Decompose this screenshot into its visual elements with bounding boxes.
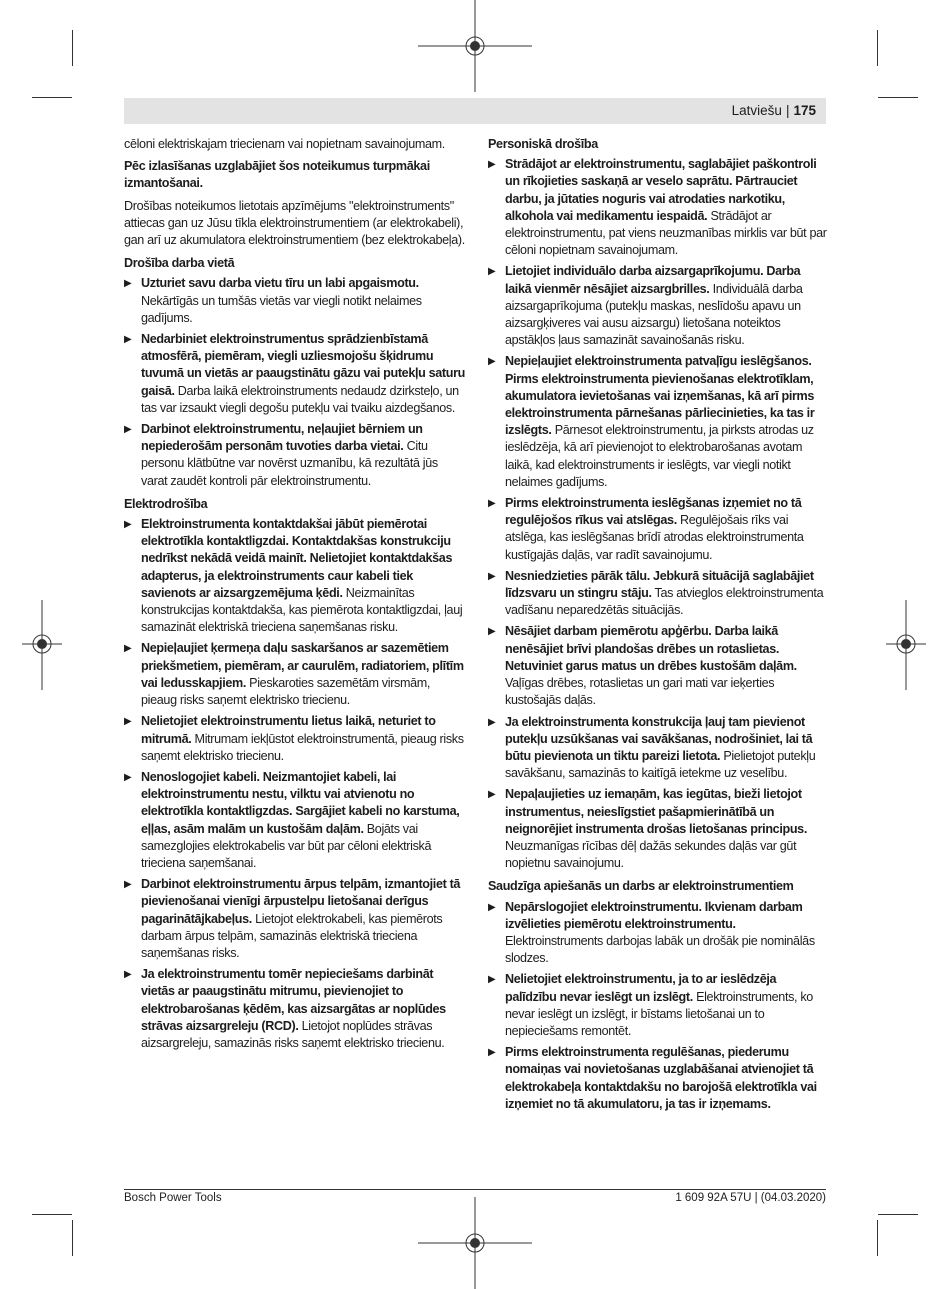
registration-mark-icon xyxy=(886,600,926,690)
section-workplace-list xyxy=(124,275,466,489)
registration-mark-icon xyxy=(418,0,532,92)
item-bold-text: Nepieļaujiet ķermeņa daļu saskaršanos ar sazemētiem priekšmetiem, piemēram, ar caurulēm, radiatoriem, plītīm vai ledusskapjiem. xyxy=(141,641,464,690)
list-item xyxy=(488,495,828,564)
list-item xyxy=(124,516,466,636)
left-column xyxy=(124,136,466,1056)
item-text: Lietojot noplūdes strāvas aizsargreleju, samazinās risks saņemt elektrisko triecienu. xyxy=(141,1018,445,1050)
item-text: Elektroinstruments darbojas labāk un drošāk pie nominālās slodzes. xyxy=(505,933,815,966)
item-text: Nekārtīgās un tumšās vietās var viegli notikt nelaimes gadījums. xyxy=(141,293,422,325)
list-item xyxy=(488,156,828,259)
page-header: Latviešu | 175 xyxy=(731,103,816,118)
item-text: Tas atvieglos elektroinstrumenta vadīšanu neparedzētās situācijās. xyxy=(505,586,824,618)
bullet-triangle-icon: ▶ xyxy=(124,334,132,346)
item-text: Pielietojot putekļu savākšanu, samazinās to kaitīgā ietekme uz veselību. xyxy=(505,748,816,781)
item-bold-text: Ja elektroinstrumentu tomēr nepieciešams darbināt vietās ar paaugstinātu mitrumu, pievienojiet to elektrobarošanas ķēdēm, kas aizsargātas ar noplūdes strāvas aizsargreleju (RCD). xyxy=(141,967,446,1033)
intro-text: cēloni elektriskajam triecienam vai nopietnam savainojumam. xyxy=(124,137,445,151)
bullet-triangle-icon: ▶ xyxy=(488,356,496,368)
list-item xyxy=(124,331,466,417)
footer-doc-number: 1 609 92A 57U | (04.03.2020) xyxy=(675,1192,826,1204)
crop-mark xyxy=(32,1214,72,1215)
header-language: Latviešu xyxy=(731,103,782,118)
list-item xyxy=(124,640,466,709)
crop-mark xyxy=(877,30,878,66)
bullet-triangle-icon: ▶ xyxy=(124,519,132,531)
item-text: Neuzmanīgas rīcības dēļ dažās sekundes daļās var gūt nopietnu savainojumu. xyxy=(505,838,797,871)
item-text: Darba laikā elektroinstruments nedaudz dzirksteļo, un tas var izsaukt viegli degošu putekļu vai tvaiku aizdegšanos. xyxy=(141,383,459,415)
bullet-triangle-icon: ▶ xyxy=(488,901,496,913)
item-text: Pieskaroties sazemētām virsmām, pieaug risks saņemt elektrisko triecienu. xyxy=(141,675,431,708)
crop-mark xyxy=(878,1214,918,1215)
list-item xyxy=(488,568,828,620)
right-column xyxy=(488,136,828,1117)
bullet-triangle-icon: ▶ xyxy=(488,498,496,510)
bullet-triangle-icon: ▶ xyxy=(124,278,132,290)
list-item xyxy=(124,966,466,1052)
list-item xyxy=(488,623,828,709)
item-text: Lietojot elektrokabeli, kas piemērots darbam ārpus telpām, samazinās elektriskā trieciena saņemšanas risks. xyxy=(141,911,443,960)
footer-brand: Bosch Power Tools xyxy=(124,1192,222,1204)
bullet-triangle-icon: ▶ xyxy=(488,716,496,728)
intro-bold-text: Pēc izlasīšanas uzglabājiet šos noteikumus turpmākai izmantošanai. xyxy=(124,159,430,191)
section-electrical-list xyxy=(124,516,466,1052)
section-title-personal: Personiskā drošība xyxy=(488,137,598,151)
list-item xyxy=(124,421,466,490)
item-bold-text: Nēsājiet darbam piemērotu apģērbu. Darba laikā nenēsājiet brīvi plandošas drēbes un rotaslietas. Netuviniet garus matus un drēbes kustošām daļām. xyxy=(505,624,797,673)
item-text: Bojāts vai samezglojies elektrokabelis var būt par cēloni elektriskā trieciena saņemšanai. xyxy=(141,821,432,870)
crop-mark xyxy=(877,1220,878,1256)
bullet-triangle-icon: ▶ xyxy=(124,716,132,728)
crop-mark xyxy=(72,1220,73,1256)
bullet-triangle-icon: ▶ xyxy=(488,570,496,582)
bullet-triangle-icon: ▶ xyxy=(488,974,496,986)
bullet-triangle-icon: ▶ xyxy=(124,771,132,783)
item-text: Citu personu klātbūtne var novērst uzmanību, kā rezultātā jūs varat zaudēt kontroli pār elektroinstrumentu. xyxy=(141,439,438,488)
item-text: Regulējošais rīks vai atslēga, kas ieslēgšanas brīdī atrodas elektroinstrumenta kustīgajās daļās, var radīt savainojumu. xyxy=(505,513,804,562)
footer-divider xyxy=(124,1189,826,1190)
section-personal-list xyxy=(488,156,828,872)
registration-mark-icon xyxy=(418,1197,532,1289)
crop-mark xyxy=(878,97,918,98)
section-title-electrical: Elektrodrošība xyxy=(124,496,208,511)
bullet-triangle-icon: ▶ xyxy=(124,424,132,436)
list-item xyxy=(124,769,466,872)
item-bold-text: Nepārslogojiet elektroinstrumentu. Ikvienam darbam izvēlieties piemērotu elektroinstrumentu. xyxy=(505,899,803,931)
item-bold-text: Darbinot elektroinstrumentu ārpus telpām, izmantojiet tā pievienošanai vienīgi ārpustelpu lietošanai derīgus pagarinātājkabeļus. xyxy=(141,877,461,926)
item-bold-text: Pirms elektroinstrumenta regulēšanas, piederumu nomaiņas vai novietošanas uzglabāšanai atvienojiet tā elektrokabeļa kontaktdakšu no barojošā elektrotīkla vai izņemiet no tā akumulatoru, ja tas ir izņemams. xyxy=(505,1045,817,1111)
item-text: Neizmainītas konstrukcijas kontaktdakša, kas piemērota kontaktligzdai, ļauj samazināt elektriskā trieciena saņemšanas risku. xyxy=(141,585,463,635)
bullet-triangle-icon: ▶ xyxy=(124,969,132,981)
bullet-triangle-icon: ▶ xyxy=(488,159,496,171)
list-item xyxy=(488,714,828,783)
item-text: Mitrumam iekļūstot elektroinstrumentā, pieaug risks saņemt elektrisko triecienu. xyxy=(141,731,464,763)
bullet-triangle-icon: ▶ xyxy=(124,643,132,655)
item-bold-text: Nedarbiniet elektroinstrumentus sprādzienbīstamā atmosfērā, piemēram, viegli uzliesmojošu šķidrumu tuvumā un vietās ar paaugstinātu gāzu vai putekļu saturu gaisā. xyxy=(141,332,466,398)
item-text: Elektroinstruments, ko nevar ieslēgt un izslēgt, ir bīstams lietošanai un to nepieciešams remontēt. xyxy=(505,989,813,1038)
item-bold-text: Darbinot elektroinstrumentu, neļaujiet bērniem un nepiederošām personām tuvoties darba vietai. xyxy=(141,422,423,454)
page-header-bar xyxy=(124,98,826,124)
list-item xyxy=(124,876,466,962)
section-title-workplace: Drošība darba vietā xyxy=(124,256,235,271)
section-title-tool-use: Saudzīga apiešanās un darbs ar elektroinstrumentiem xyxy=(488,879,794,894)
bullet-triangle-icon: ▶ xyxy=(488,626,496,638)
item-bold-text: Nelietojiet elektroinstrumentu lietus laikā, neturiet to mitrumā. xyxy=(141,714,436,746)
bullet-triangle-icon: ▶ xyxy=(488,1047,496,1059)
section-tool-use-list xyxy=(488,899,828,1113)
item-bold-text: Strādājot ar elektroinstrumentu, saglabājiet paškontroli un rīkojieties saskaņā ar veselo saprātu. Pārtrauciet darbu, ja jūtaties noguris vai atrodaties narkotiku, alkohola vai medikamentu iespaidā. xyxy=(505,157,817,223)
item-bold-text: Uzturiet savu darba vietu tīru un labi apgaismotu. xyxy=(141,276,419,291)
item-bold-text: Nelietojiet elektroinstrumentu, ja to ar ieslēdzēja palīdzību nevar ieslēgt un izslēgt. xyxy=(505,972,777,1004)
bullet-triangle-icon: ▶ xyxy=(124,879,132,891)
list-item xyxy=(124,275,466,327)
page-number: 175 xyxy=(793,103,816,118)
crop-mark xyxy=(72,30,73,66)
item-bold-text: Lietojiet individuālo darba aizsargaprīkojumu. Darba laikā vienmēr nēsājiet aizsargbrilles. xyxy=(505,264,801,296)
intro-definition-text: Drošības noteikumos lietotais apzīmējums "elektroinstruments" attiecas gan uz Jūsu tīkla elektroinstrumentiem (ar elektrokabeli), gan arī uz akumulatora elektroinstrumentiem (bez elektrokabeļa). xyxy=(124,198,465,248)
item-bold-text: Nepaļaujieties uz iemaņām, kas iegūtas, bieži lietojot instrumentus, neieslīgstiet pašapmierinātībā un neignorējiet instrumenta drošas lietošanas principus. xyxy=(505,787,807,836)
bullet-triangle-icon: ▶ xyxy=(488,789,496,801)
item-bold-text: Nepieļaujiet elektroinstrumenta patvaļīgu ieslēgšanos. Pirms elektroinstrumenta pievienošanas elektrotīklam, akumulatora ievietošanas vai izņemšanas, kā arī pirms elektroinstrumenta pārnešanas pārliecinieties, ka tas ir izslēgts. xyxy=(505,354,815,438)
list-item xyxy=(124,713,466,765)
item-bold-text: Nesniedzieties pārāk tālu. Jebkurā situācijā saglabājiet līdzsvaru un stingru stāju. xyxy=(505,568,814,601)
list-item xyxy=(488,786,828,872)
item-text: Individuālā darba aizsargaprīkojuma (putekļu maskas, neslīdošu apavu un aizsargķiveres vai ausu aizsargu) lietošana noteiktos apstākļos ļaus samazināt savainošanās risku. xyxy=(505,281,803,348)
list-item xyxy=(488,353,828,491)
item-text: Pārnesot elektroinstrumentu, ja pirksts atrodas uz ieslēdzēja, kā arī pievienojot to elektrobarošanas avotam laikā, kad elektroinstruments ir ieslēgts, var viegli notikt nelaimes gadījums. xyxy=(505,423,814,489)
registration-mark-icon xyxy=(22,600,62,690)
list-item xyxy=(488,971,828,1040)
list-item xyxy=(488,899,828,968)
item-bold-text: Nenoslogojiet kabeli. Neizmantojiet kabeli, lai elektroinstrumentu nestu, vilktu vai atvienotu no elektrotīkla kontaktligzdas. Sargājiet kabeli no karstuma, eļļas, asām malām un kustošām daļām. xyxy=(141,769,460,836)
list-item xyxy=(488,1044,828,1113)
list-item xyxy=(488,263,828,349)
item-text: Vaļīgas drēbes, rotaslietas un gari mati var ieķerties kustošajās daļās. xyxy=(505,676,775,708)
bullet-triangle-icon: ▶ xyxy=(488,266,496,278)
item-bold-text: Ja elektroinstrumenta konstrukcija ļauj tam pievienot putekļu uzsūkšanas vai savākšanas, nodrošiniet, lai tā būtu pievienota un tiktu pareizi lietota. xyxy=(505,714,813,763)
item-bold-text: Elektroinstrumenta kontaktdakšai jābūt piemērotai elektrotīkla kontaktligzdai. Kontaktdakšas konstrukciju nedrīkst nekādā veidā mainīt. Nelietojiet kontaktdakšas adapterus, ja elektroinstruments caur kabeli tiek savienots ar aizsargzemējuma ķēdi. xyxy=(141,517,453,600)
crop-mark xyxy=(32,97,72,98)
item-text: Strādājot ar elektroinstrumentu, pat viens neuzmanības mirklis var būt par cēloni nopietnam savainojumam. xyxy=(505,208,827,258)
item-bold-text: Pirms elektroinstrumenta ieslēgšanas izņemiet no tā regulējošos rīkus vai atslēgas. xyxy=(505,496,802,528)
